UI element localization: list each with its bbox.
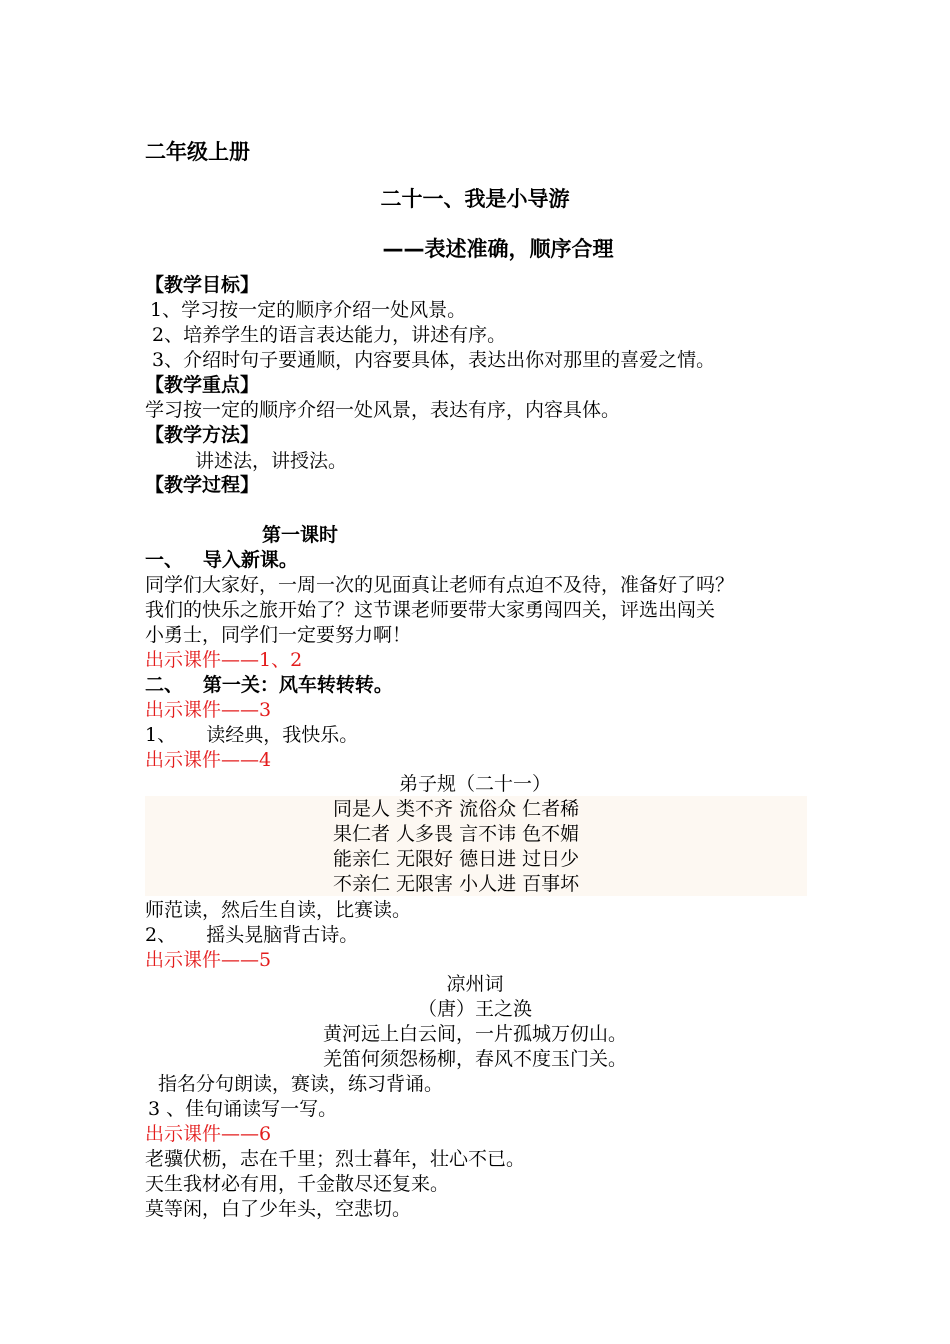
poem-title: 凉州词	[446, 973, 504, 995]
dizigui-title: 弟子规（二十一）	[398, 773, 551, 795]
process-heading: 【教学过程】	[145, 474, 260, 496]
lesson-title: 第一课时	[262, 524, 339, 546]
key-heading: 【教学重点】	[145, 374, 260, 396]
dizigui-line: 果仁者 人多畏 言不讳 色不媚	[333, 823, 580, 845]
dizigui-line: 同是人 类不齐 流俗众 仁者稀	[333, 798, 580, 820]
intro-line: 小勇士，同学们一定要努力啊！	[145, 624, 412, 646]
quote-line: 老骥伏枥，志在千里；烈士暮年，壮心不已。	[145, 1148, 526, 1170]
slide-reference: 出示课件——4	[145, 749, 272, 771]
dizigui-line: 不亲仁 无限害 小人进 百事坏	[333, 873, 580, 895]
intro-line: 同学们大家好，一周一次的见面真让老师有点迫不及待，准备好了吗？	[145, 574, 735, 596]
instruction-text: 指名分句朗读，赛读，练习背诵。	[158, 1073, 444, 1095]
section-heading: 一、 导入新课。	[145, 549, 298, 571]
poem-line: 羌笛何须怨杨柳，春风不度玉门关。	[322, 1048, 627, 1070]
poem-author: （唐）王之涣	[417, 998, 532, 1020]
goals-heading: 【教学目标】	[145, 274, 260, 296]
instruction-text: 师范读，然后生自读，比赛读。	[145, 899, 412, 921]
method-text: 讲述法，讲授法。	[195, 450, 348, 472]
method-heading: 【教学方法】	[145, 424, 260, 446]
dizigui-line: 能亲仁 无限好 德日进 过日少	[333, 848, 580, 870]
slide-reference: 出示课件——5	[145, 949, 272, 971]
goal-item: 1、学习按一定的顺序介绍一处风景。	[150, 299, 467, 321]
intro-line: 我们的快乐之旅开始了？这节课老师要带大家勇闯四关，评选出闯关	[145, 599, 716, 621]
slide-reference: 出示课件——1、2	[145, 649, 303, 671]
activity-item: 3 、佳句诵读写一写。	[148, 1098, 338, 1120]
goal-item: 3、介绍时句子要通顺，内容要具体，表达出你对那里的喜爱之情。	[152, 349, 716, 371]
poem-line: 黄河远上白云间，一片孤城万仞山。	[322, 1023, 627, 1045]
grade-heading: 二年级上册	[145, 140, 250, 164]
slide-reference: 出示课件——6	[145, 1123, 272, 1145]
activity-item: 1、 读经典，我快乐。	[145, 724, 359, 746]
page-title: 二十一、我是小导游	[380, 187, 570, 211]
section-heading: 二、 第一关：风车转转转。	[145, 674, 393, 696]
quote-line: 莫等闲，白了少年头，空悲切。	[145, 1198, 412, 1220]
slide-reference: 出示课件——3	[145, 699, 272, 721]
key-text: 学习按一定的顺序介绍一处风景，表达有序，内容具体。	[145, 399, 621, 421]
activity-item: 2、 摇头晃脑背古诗。	[145, 924, 359, 946]
goal-item: 2、培养学生的语言表达能力，讲述有序。	[152, 324, 507, 346]
quote-line: 天生我材必有用，千金散尽还复来。	[145, 1173, 450, 1195]
page-subtitle: ——表述准确，顺序合理	[382, 237, 614, 261]
